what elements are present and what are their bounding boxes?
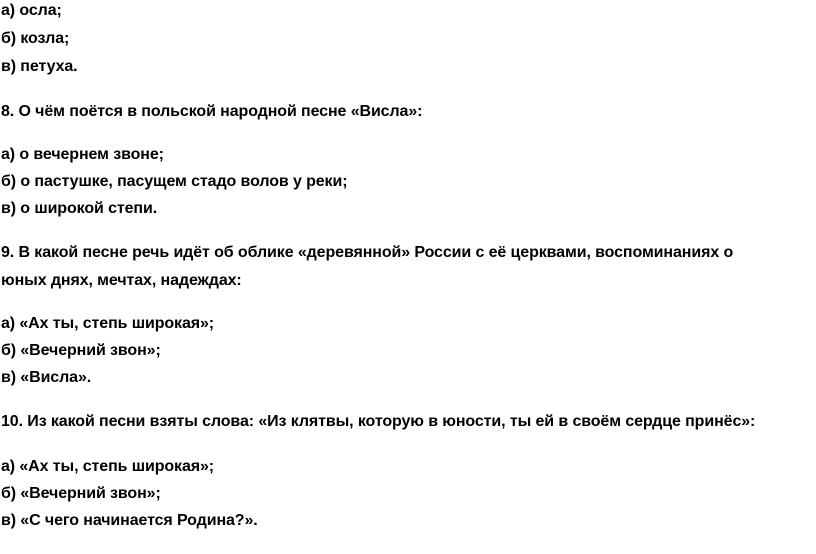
q8-option-c: в) о широкой степи. bbox=[1, 200, 158, 217]
q7-option-a: а) осла; bbox=[1, 2, 62, 19]
q9-option-a: а) «Ах ты, степь широкая»; bbox=[1, 315, 215, 332]
q10-option-a: а) «Ах ты, степь широкая»; bbox=[1, 458, 215, 475]
q10-option-b: б) «Вечерний звон»; bbox=[1, 485, 161, 502]
q9-question-line1: 9. В какой песне речь идёт об облике «деревянной» России с её церквами, воспоминаниях о bbox=[1, 244, 734, 261]
q9-question-line2: юных днях, мечтах, надеждах: bbox=[1, 272, 242, 289]
q7-option-c: в) петуха. bbox=[1, 58, 78, 75]
q8-option-a: а) о вечернем звоне; bbox=[1, 146, 164, 163]
q10-option-c: в) «С чего начинается Родина?». bbox=[1, 512, 258, 529]
q10-question: 10. Из какой песни взяты слова: «Из клятвы, которую в юности, ты ей в своём сердце принёс»: bbox=[1, 413, 756, 430]
q8-option-b: б) о пастушке, пасущем стадо волов у реки; bbox=[1, 173, 348, 190]
q9-option-b: б) «Вечерний звон»; bbox=[1, 342, 161, 359]
q9-option-c: в) «Висла». bbox=[1, 369, 92, 386]
q7-option-b: б) козла; bbox=[1, 30, 70, 47]
q8-question: 8. О чём поётся в польской народной песне «Висла»: bbox=[1, 103, 423, 120]
